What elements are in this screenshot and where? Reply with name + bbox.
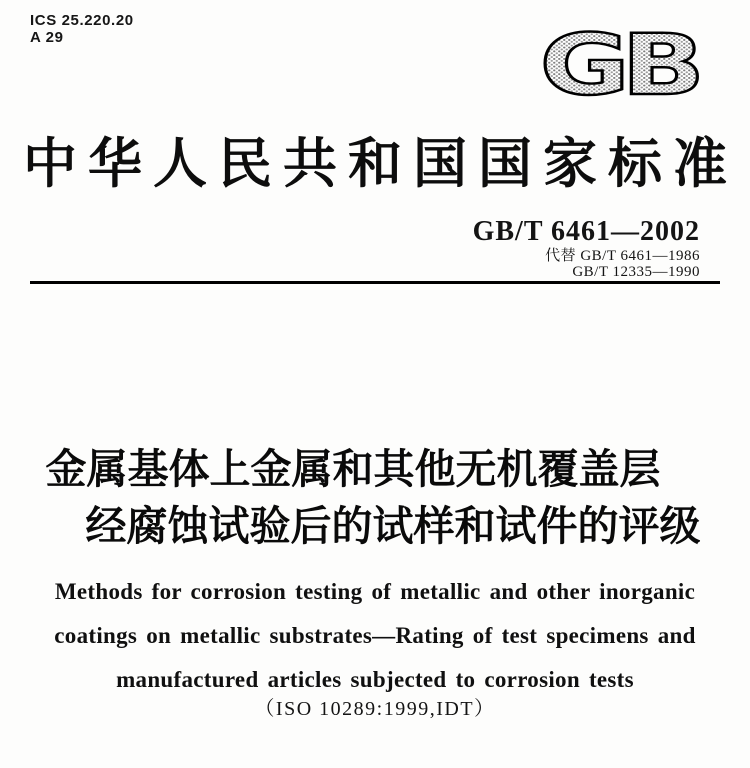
gb-logo <box>518 20 718 104</box>
chinese-title-line2: 经腐蚀试验后的试样和试件的评级 <box>85 502 701 550</box>
national-standard-heading: 中华人民共和国国家标准 <box>23 131 738 195</box>
ics-code: ICS 25.220.20 <box>30 12 134 29</box>
gb-logo-graphic <box>518 20 718 104</box>
standard-number-block <box>473 216 700 280</box>
english-title-line3: manufactured articles subjected to corrosion tests <box>116 667 634 692</box>
chinese-title-line1: 金属基体上金属和其他无机覆盖层 <box>45 445 661 493</box>
chinese-title-block <box>0 447 750 548</box>
english-title-line1: Methods for corrosion testing of metallic and other inorganic <box>54 579 696 604</box>
replaced-standard-1: 代替 GB/T 6461—1986 <box>545 248 700 264</box>
divider-line <box>30 281 720 284</box>
replaced-standard-2: GB/T 12335—1990 <box>572 264 700 280</box>
iso-reference: （ISO 10289:1999,IDT） <box>254 698 496 720</box>
standard-number: GB/T 6461—2002 <box>472 216 700 247</box>
gb-logo-letters: GB <box>539 20 697 104</box>
english-title-block <box>0 570 750 702</box>
classification-code: A 29 <box>30 29 64 46</box>
english-title-line2: coatings on metallic substrates—Rating of test specimens and <box>54 623 696 648</box>
ics-block <box>30 12 134 46</box>
